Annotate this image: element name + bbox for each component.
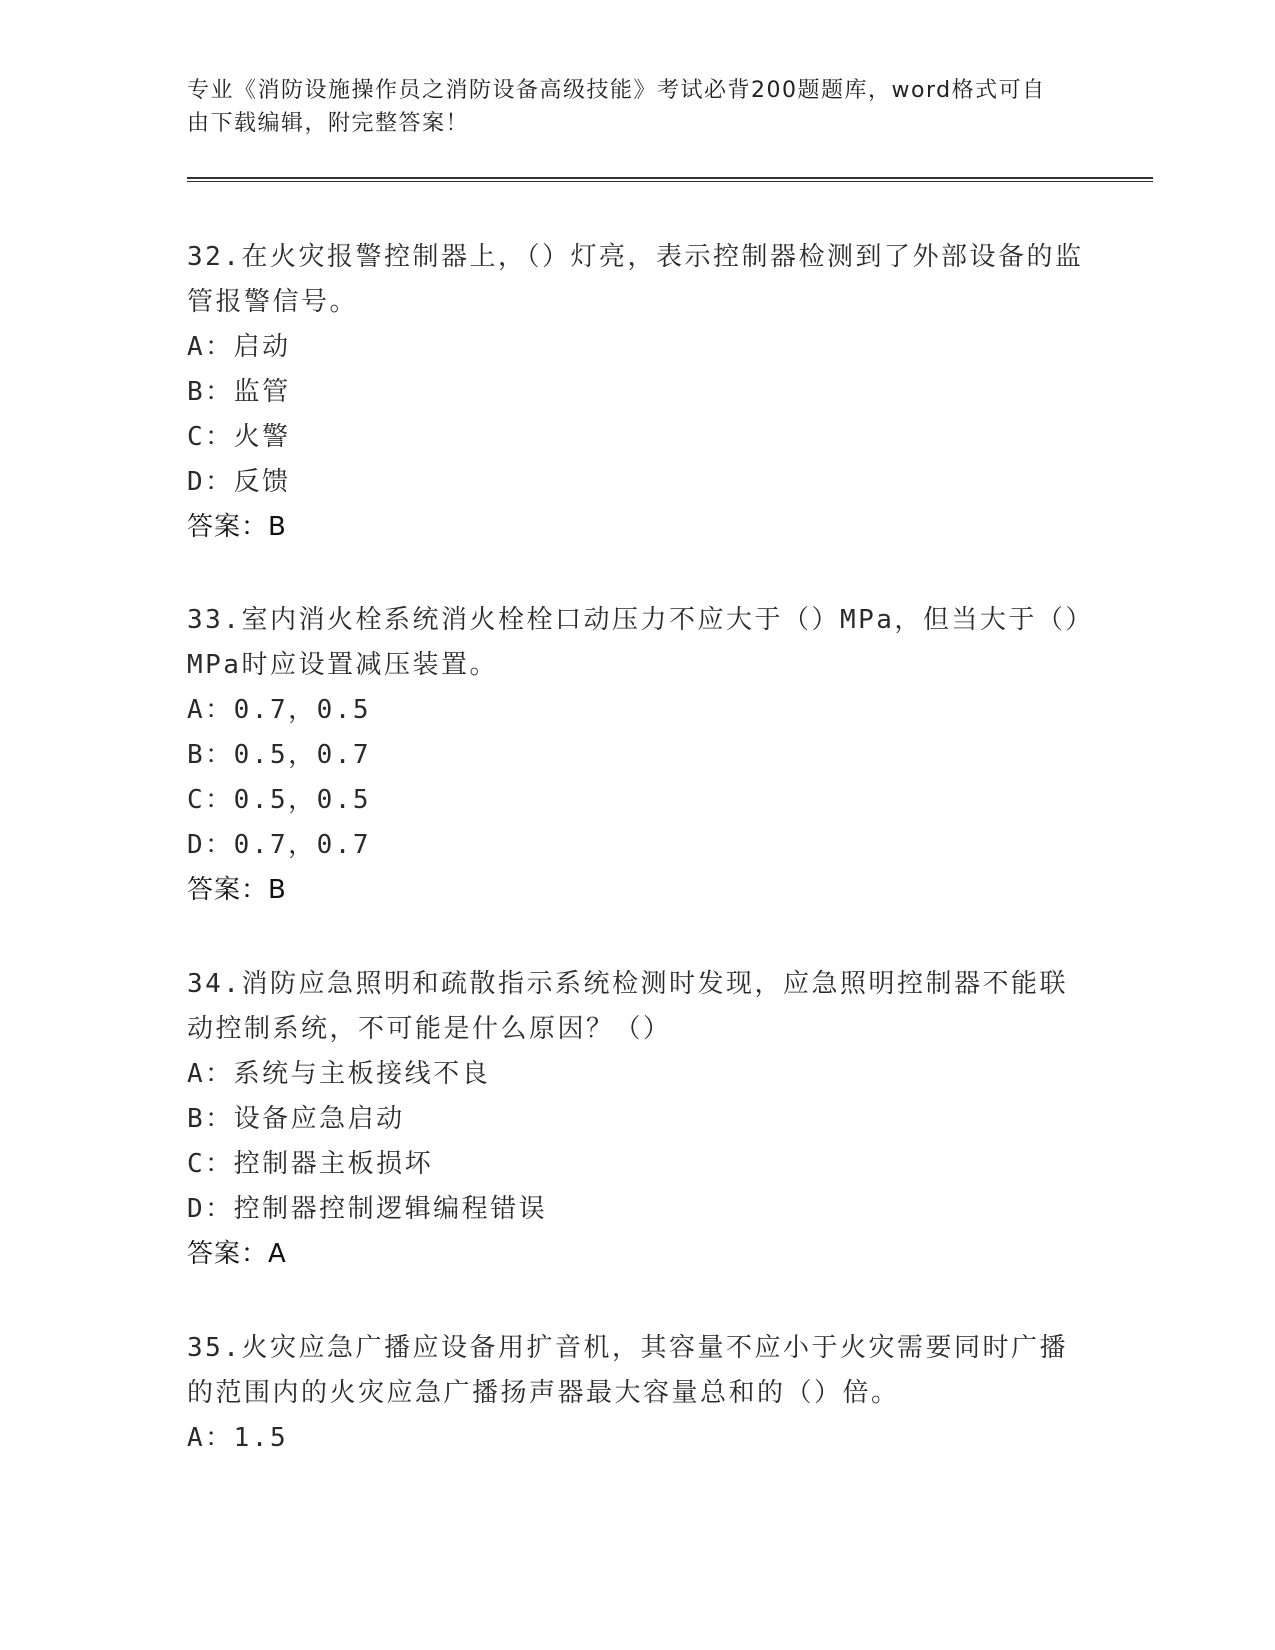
option-a: A：0.7，0.5 <box>187 695 372 725</box>
option-d: D：控制器控制逻辑编程错误 <box>187 1194 548 1224</box>
option-c: C：控制器主板损坏 <box>187 1149 434 1179</box>
option-b: B：0.5，0.7 <box>187 740 372 770</box>
question-32 <box>187 235 1087 550</box>
header-divider-thin <box>187 181 1153 182</box>
option-c: C：火警 <box>187 422 291 452</box>
option-a: A：启动 <box>187 332 291 362</box>
question-stem: 32.在火灾报警控制器上，（）灯亮，表示控制器检测到了外部设备的监管报警信号。 <box>187 242 1084 317</box>
option-b: B：设备应急启动 <box>187 1104 405 1134</box>
header-divider <box>187 177 1153 181</box>
option-c: C：0.5，0.5 <box>187 785 372 815</box>
question-stem: 35.火灾应急广播应设备用扩音机，其容量不应小于火灾需要同时广播的范围内的火灾应急广播扬声器最大容量总和的（）倍。 <box>187 1333 1068 1408</box>
question-34 <box>187 962 1087 1277</box>
answer: 答案：B <box>187 875 287 905</box>
document-header: 专业《消防设施操作员之消防设备高级技能》考试必背200题题库，word格式可自由下载编辑，附完整答案！ <box>187 78 1046 136</box>
question-35 <box>187 1326 1087 1461</box>
option-a: A：1.5 <box>187 1423 289 1453</box>
option-a: A：系统与主板接线不良 <box>187 1059 491 1089</box>
question-stem: 33.室内消火栓系统消火栓栓口动压力不应大于（）MPa，但当大于（）MPa时应设置减压装置。 <box>187 605 1081 680</box>
option-b: B：监管 <box>187 377 291 407</box>
answer: 答案：A <box>187 1239 287 1269</box>
option-d: D：0.7，0.7 <box>187 830 372 860</box>
option-d: D：反馈 <box>187 467 291 497</box>
question-33 <box>187 598 1087 913</box>
answer: 答案：B <box>187 512 287 542</box>
header-divider-thick <box>187 177 1153 179</box>
question-stem: 34.消防应急照明和疏散指示系统检测时发现，应急照明控制器不能联动控制系统，不可能是什么原因？（） <box>187 969 1068 1044</box>
